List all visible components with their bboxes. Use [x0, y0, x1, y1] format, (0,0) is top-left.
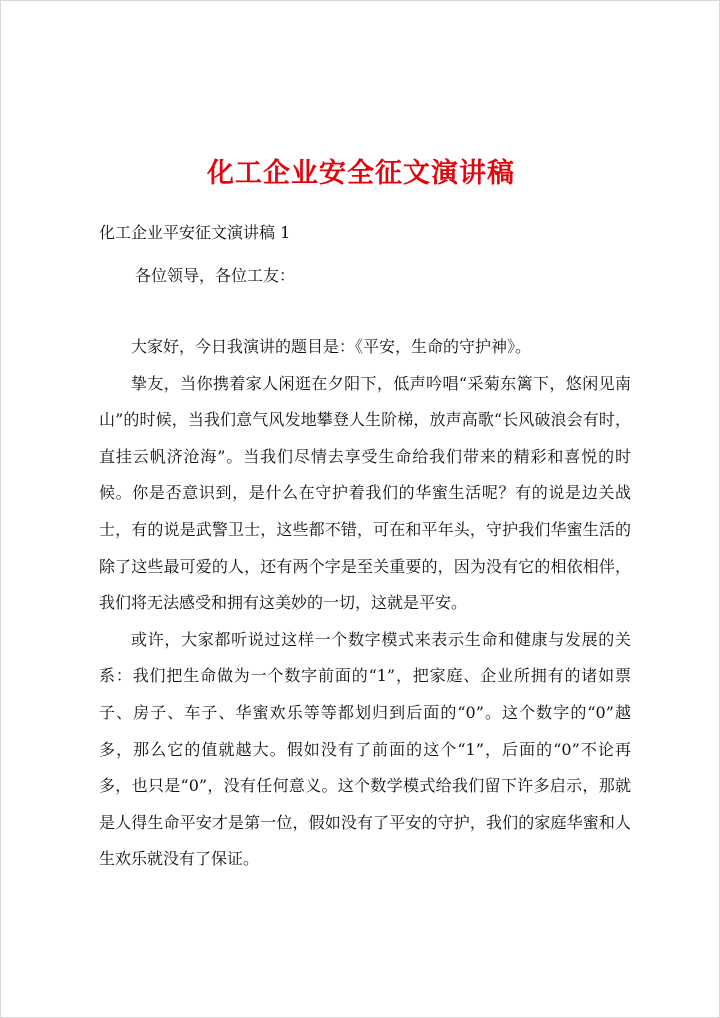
paragraph-opening: 大家好，今日我演讲的题目是：《平安，生命的守护神》。: [131, 337, 532, 356]
greeting-line: 各位领导，各位工友：: [135, 266, 296, 285]
document-subtitle: 化工企业平安征文演讲稿 1: [99, 223, 291, 242]
paragraph-safety-guardian: 挚友，当你携着家人闲逛在夕阳下，低声吟唱“采菊东篱下，悠闲见南山”的时候，当我们意气风发地攀登人生阶梯，放声高歌“长风破浪会有时，直挂云帆济沧海”。当我们尽情去享受生命给我们带来的精彩和喜悦的时候。你是否意识到，是什么在守护着我们的华蜜生活呢？有的说是边关战士，有的说是武警卫士，这些都不错，可在和平年头，守护我们华蜜生活的除了这些最可爱的人，还有两个字是至关重要的，因为没有它的相依相伴，我们将无法感受和拥有这美妙的一切，这就是平安。: [99, 373, 631, 613]
document-title: 化工企业安全征文演讲稿: [207, 158, 515, 189]
paragraph-number-model: 或许，大家都听说过这样一个数字模式来表示生命和健康与发展的关系：我们把生命做为一个数字前面的“1”，把家庭、企业所拥有的诸如票子、房子、车子、华蜜欢乐等等都划归到后面的“0”。这个数字的“0”越多，那么它的值就越大。假如没有了前面的这个“1”，后面的“0”不论再多，也只是“0”，没有任何意义。这个数学模式给我们留下许多启示，那就是人得生命平安才是第一位，假如没有了平安的守护，我们的家庭华蜜和人生欢乐就没有了保证。: [99, 629, 631, 869]
document-body: [99, 329, 631, 878]
